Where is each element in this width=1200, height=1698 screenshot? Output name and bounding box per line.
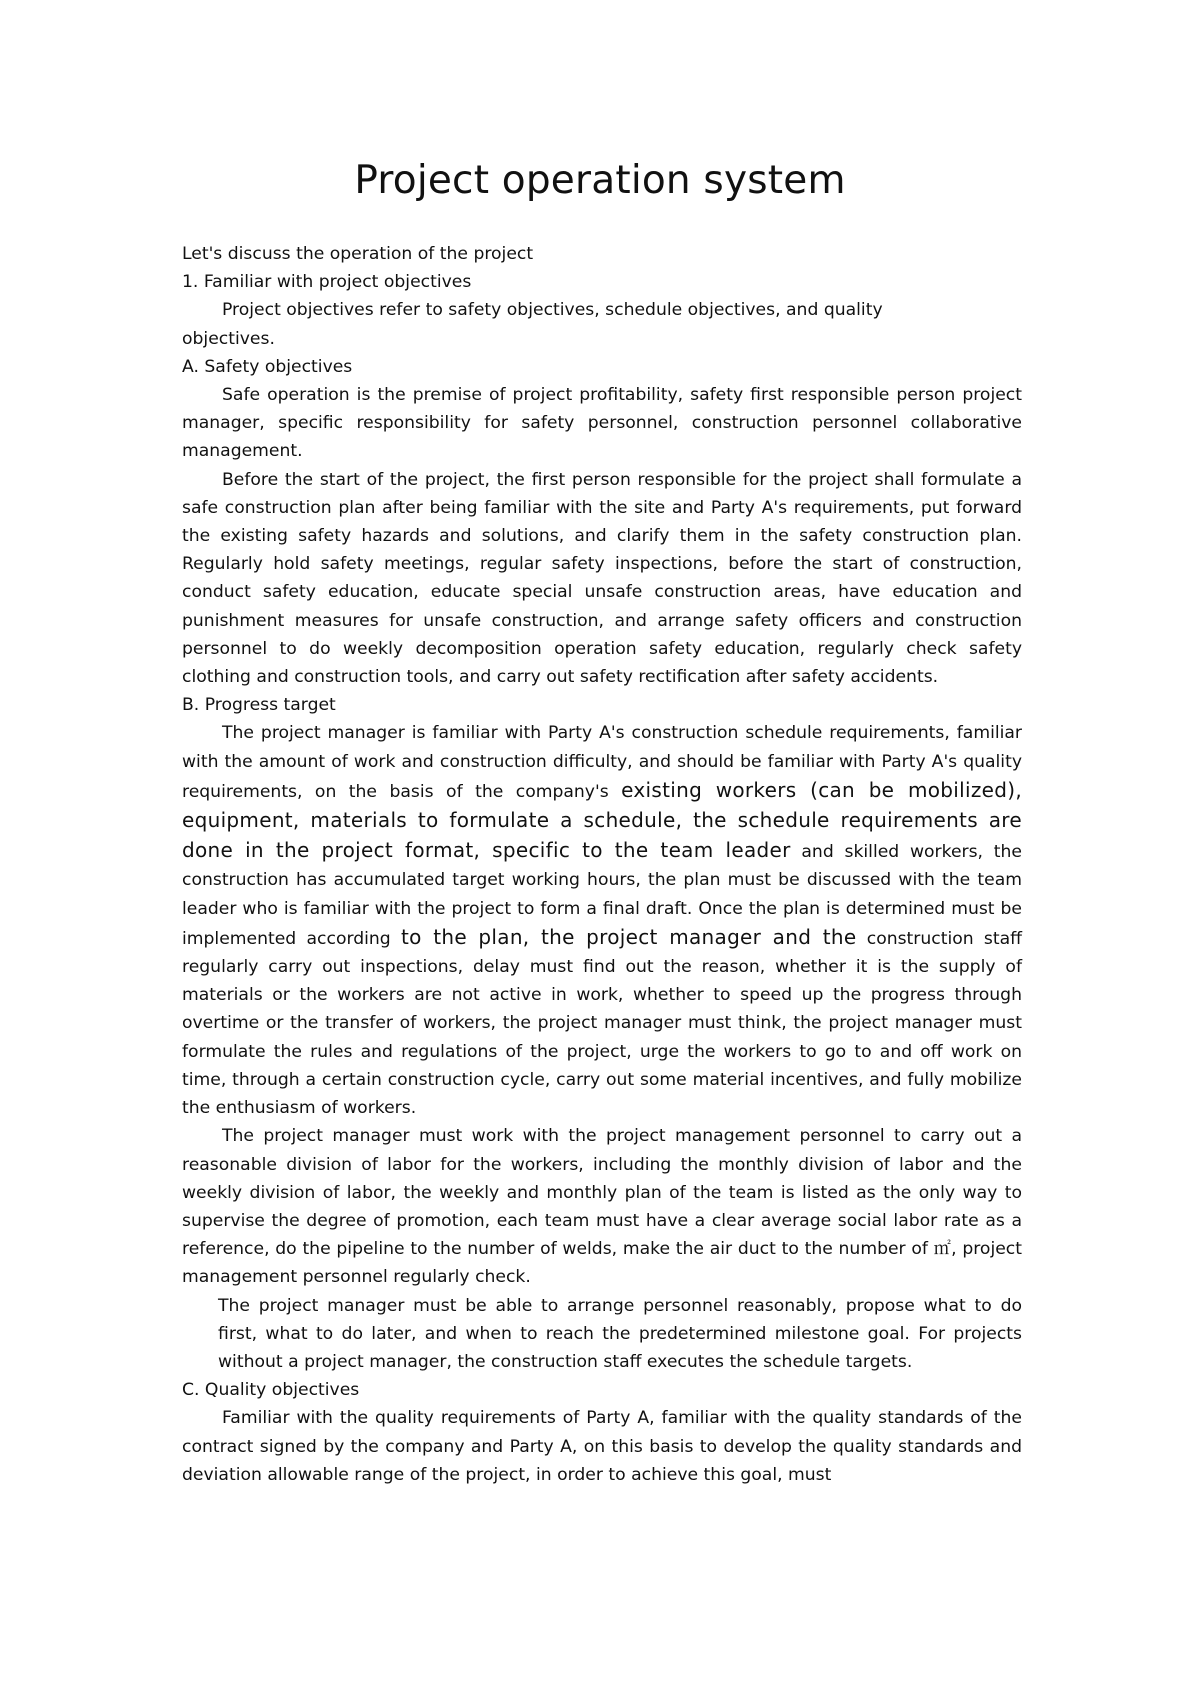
- objectives-line-2: objectives.: [182, 328, 275, 349]
- safety-paragraph-2: Before the start of the project, the first person responsible for the project shall formulate a safe construction plan after being familiar with the site and Party A's requirements, put forward the existing safety hazards and solutions, and clarify them in the safety construction plan. Regularly hold safety meetings, regular safety inspections, before the start of construction, conduct safety education, educate special unsafe construction areas, have education and punishment measures for unsafe construction, and arrange safety officers and construction personnel to do weekly decomposition operation safety education, regularly check safety clothing and construction tools, and carry out safety rectification after safety accidents.: [182, 469, 1022, 688]
- progress-paragraph-2: The project manager must work with the project management personnel to carry out a reasonable division of labor for the workers, including the monthly division of labor and the weekly division of labor, the weekly and monthly plan of the team is listed as the only way to supervise the degree of promotion, each team must have a clear average social labor rate as a reference, do the pipeline to the number of welds, make the air duct to the number of ㎡, project management personnel regularly check.: [182, 1126, 1022, 1288]
- section-heading-b: B. Progress target: [182, 695, 336, 716]
- safety-paragraph-1: Safe operation is the premise of project profitability, safety first responsible person project manager, specific responsibility for safety personnel, construction personnel collaborative management.: [182, 385, 1022, 462]
- progress-text-part-4: to the plan, the project manager and the: [401, 924, 857, 949]
- document-body: [182, 240, 1022, 1489]
- intro-line: Let's discuss the operation of the project: [182, 244, 534, 264]
- progress-text-part-1: The project manager is familiar with Party A's construction schedule requirements, familiar with the amount of work and construction difficulty, and should be familiar with Party A's quality requirements, on the basis of the company's: [182, 723, 1022, 802]
- progress-text-part-3: and skilled workers, the construction has accumulated target working hours, the plan must be discussed with the team leader who is familiar with the project to form a final draft. Once the plan is determined must be implemented according: [182, 842, 1022, 949]
- progress-text-part-2: existing workers (can be mobilized), equipment, materials to formulate a schedule, the schedule requirements are done in the project format, specific to the team leader: [182, 777, 1022, 863]
- page-title: Project operation system: [354, 158, 846, 203]
- section-heading-1: 1. Familiar with project objectives: [182, 272, 472, 293]
- section-heading-c: C. Quality objectives: [182, 1380, 360, 1401]
- quality-paragraph-1: Familiar with the quality requirements of Party A, familiar with the quality standards of the contract signed by the company and Party A, on this basis to develop the quality standards and deviation allowable range of the project, in order to achieve this goal, must: [182, 1408, 1022, 1485]
- progress-text-part-5: construction staff regularly carry out inspections, delay must find out the reason, whether it is the supply of materials or the workers are not active in work, whether to speed up the progress through overtime or the transfer of workers, the project manager must think, the project manager must formulate the rules and regulations of the project, urge the workers to go to and off work on time, through a certain construction cycle, carry out some material incentives, and fully mobilize the enthusiasm of workers.: [182, 928, 1022, 1119]
- progress-paragraph-3: The project manager must be able to arrange personnel reasonably, propose what to do first, what to do later, and when to reach the predetermined milestone goal. For projects without a project manager, the construction staff executes the schedule targets.: [218, 1295, 1022, 1372]
- section-heading-a: A. Safety objectives: [182, 356, 353, 377]
- progress-paragraph-1: [182, 719, 1022, 1122]
- objectives-line-1: Project objectives refer to safety objectives, schedule objectives, and quality: [222, 300, 883, 321]
